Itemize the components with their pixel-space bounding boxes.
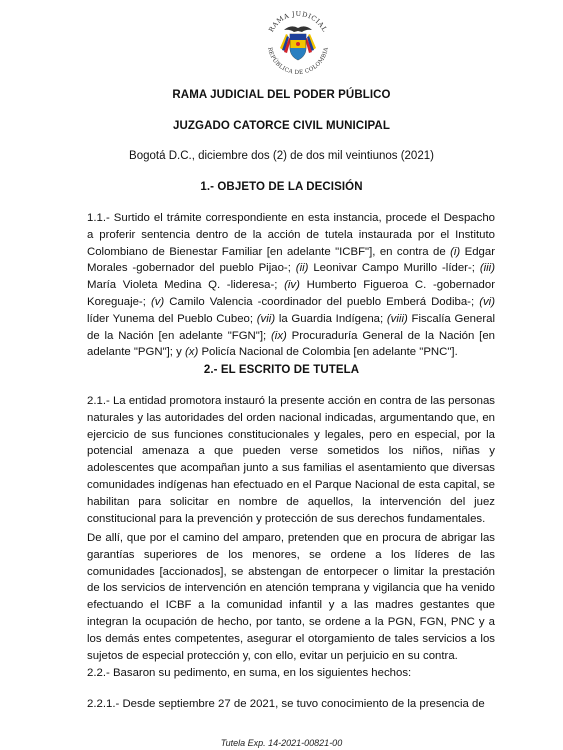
section-2-title: 2.- EL ESCRITO DE TUTELA xyxy=(203,364,360,376)
paragraph-2-1: 2.1.- La entidad promotora instauró la presente acción en contra de las personas naturales y las autoridades del orden nacional indicadas, argumentando que, en ejercicio de sus funciones constitucionales y legales, pero en especial, por la potencial amenaza a que pueden verse sometidos los niños, niñas y adolescentes que acompañan junto a sus familias el asentamiento que diversas comunidades indígenas han efectuado en el Parque Nacional de esta capital, se habilitan para solicitar en nombre de aquellos, la intervención del juez constitucional para la prevención y protección de sus derechos fundamentales. xyxy=(87,395,495,525)
court-branch-title: RAMA JUDICIAL DEL PODER PÚBLICO xyxy=(172,89,391,101)
judicial-seal-logo xyxy=(258,4,338,84)
seal-top-text: RAMA JUDICIAL xyxy=(267,9,329,34)
court-name-title: JUZGADO CATORCE CIVIL MUNICIPAL xyxy=(173,120,390,132)
paragraph-2-1-continued: De allí, que por el camino del amparo, pretenden que en procura de abrigar las garantías superiores de los menores, se ordene a los líderes de las comunidades [accionados], se abstengan de entorpecer o limitar la prestación de los servicios de intervención en atención temprana y vigilancia que ha venido efectuando el ICBF a la comunidad infantil y a las madres gestantes que integran la ocupación de hecho, por tanto, se ordene a la PGN, FGN, PNC y a los demás entes competentes, asegurar el otorgamiento de tales servicios a los sujetos de especial protección y, con ello, evitar un perjuicio en su contra. xyxy=(87,532,495,662)
paragraph-2-2-1: 2.2.1.- Desde septiembre 27 de 2021, se tuvo conocimiento de la presencia de xyxy=(87,698,485,710)
paragraph-2-2: 2.2.- Basaron su pedimento, en suma, en los siguientes hechos: xyxy=(87,667,412,679)
seal-bottom-text: REPÚBLICA DE COLOMBIA xyxy=(266,46,330,77)
footer-case-number: Tutela Exp. 14-2021-00821-00 xyxy=(220,738,343,748)
date-line: Bogotá D.C., diciembre dos (2) de dos mil veintiunos (2021) xyxy=(129,150,434,162)
paragraph-1-1: 1.1.- Surtido el trámite correspondiente en esta instancia, procede el Despacho a proferir sentencia dentro de la acción de tutela instaurada por el Instituto Colombiano de Bienestar Familiar [en adelante "ICBF"], en contra de (i) Edgar Morales -gobernador del pueblo Pijao-; (ii) Leonivar Campo Murillo -líder-; (iii) María Violeta Medina Q. -lideresa-; (iv) Humberto Figueroa C. -gobernador Koreguaje-; (v) Camilo Valencia -coordinador del pueblo Emberá Dodiba-; (vi) líder Yunema del Pueblo Cubeo; (vii) la Guardia Indígena; (viii) Fiscalía General de la Nación [en adelante "FGN"]; (ix) Procuraduría General de la Nación [en adelante "PGN"]; y (x) Policía Nacional de Colombia [en adelante "PNC"]. xyxy=(87,212,496,359)
section-1-title: 1.- OBJETO DE LA DECISIÓN xyxy=(200,181,363,193)
